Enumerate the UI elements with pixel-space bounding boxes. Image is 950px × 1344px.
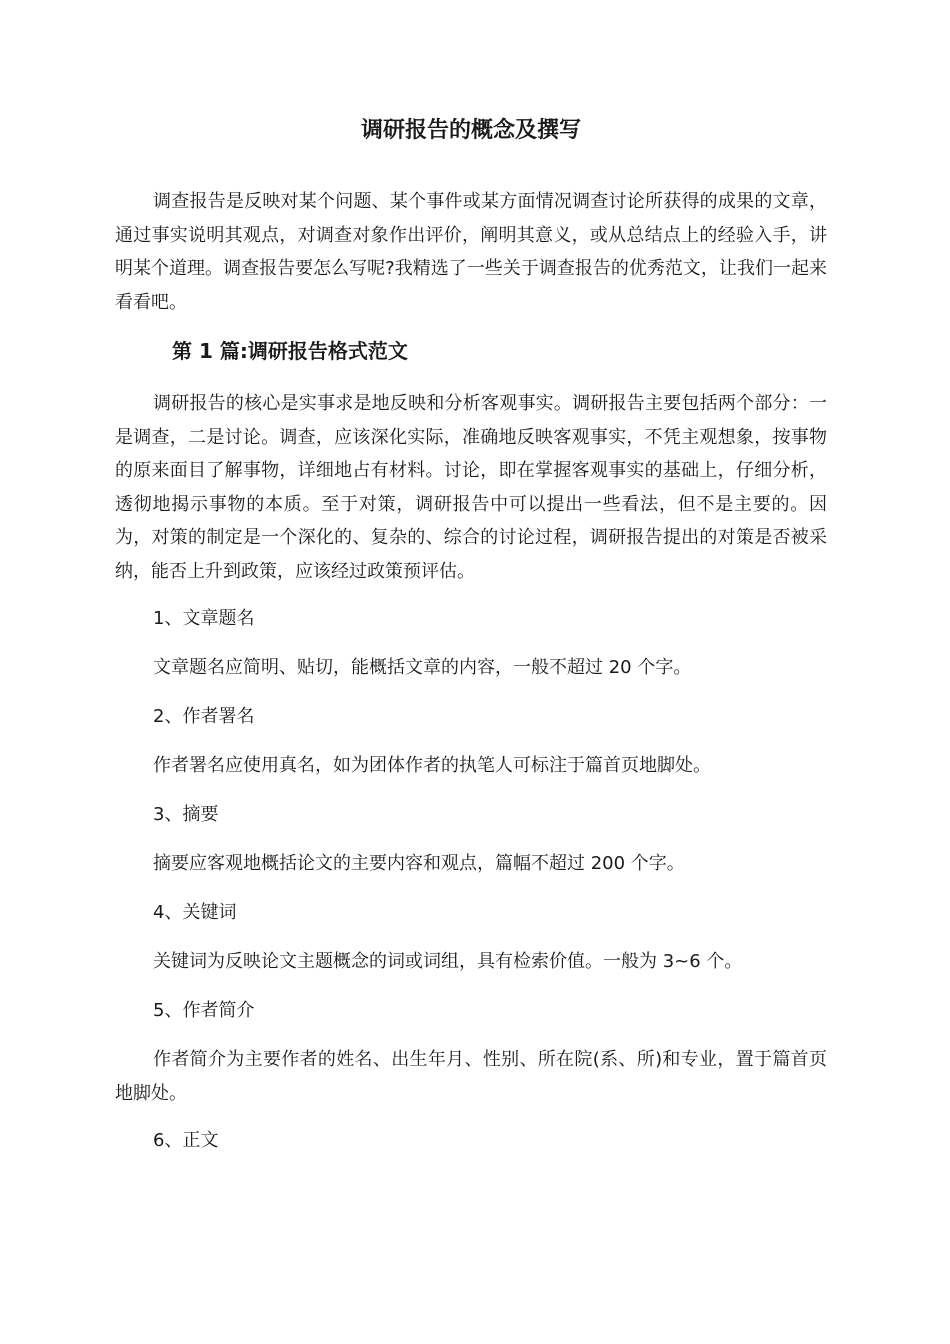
item-label-main-text: 6、正文 — [153, 1130, 219, 1151]
item-desc-author: 作者署名应使用真名，如为团体作者的执笔人可标注于篇首页地脚处。 — [153, 755, 711, 776]
item-label-title: 1、文章题名 — [153, 608, 255, 629]
item-desc-title: 文章题名应简明、贴切，能概括文章的内容，一般不超过 20 个字。 — [153, 657, 692, 678]
item-label-author: 2、作者署名 — [153, 706, 255, 727]
document-title: 调研报告的概念及撰写 — [360, 118, 581, 143]
item-desc-keywords: 关键词为反映论文主题概念的词或词组，具有检索价值。一般为 3~6 个。 — [153, 951, 743, 972]
item-desc-author-bio: 作者简介为主要作者的姓名、出生年月、性别、所在院(系、所)和专业，置于篇首页地脚处。 — [115, 1049, 827, 1104]
item-label-abstract: 3、摘要 — [153, 804, 219, 825]
item-label-author-bio: 5、作者简介 — [153, 1000, 255, 1021]
item-label-keywords: 4、关键词 — [153, 902, 237, 923]
item-desc-abstract: 摘要应客观地概括论文的主要内容和观点，篇幅不超过 200 个字。 — [153, 853, 685, 874]
intro-paragraph: 调查报告是反映对某个问题、某个事件或某方面情况调查讨论所获得的成果的文章，通过事实说明其观点，对调查对象作出评价，阐明其意义，或从总结点上的经验入手，讲明某个道理。调查报告要怎么写呢?我精选了一些关于调查报告的优秀范文，让我们一起来看看吧。 — [115, 191, 827, 313]
body-paragraph: 调研报告的核心是实事求是地反映和分析客观事实。调研报告主要包括两个部分：一是调查，二是讨论。调查，应该深化实际，准确地反映客观事实，不凭主观想象，按事物的原来面目了解事物，详细地占有材料。讨论，即在掌握客观事实的基础上，仔细分析，透彻地揭示事物的本质。至于对策，调研报告中可以提出一些看法，但不是主要的。因为，对策的制定是一个深化的、复杂的、综合的讨论过程，调研报告提出的对策是否被采纳，能否上升到政策，应该经过政策预评估。 — [115, 393, 827, 582]
section-heading: 第 1 篇:调研报告格式范文 — [172, 339, 408, 363]
